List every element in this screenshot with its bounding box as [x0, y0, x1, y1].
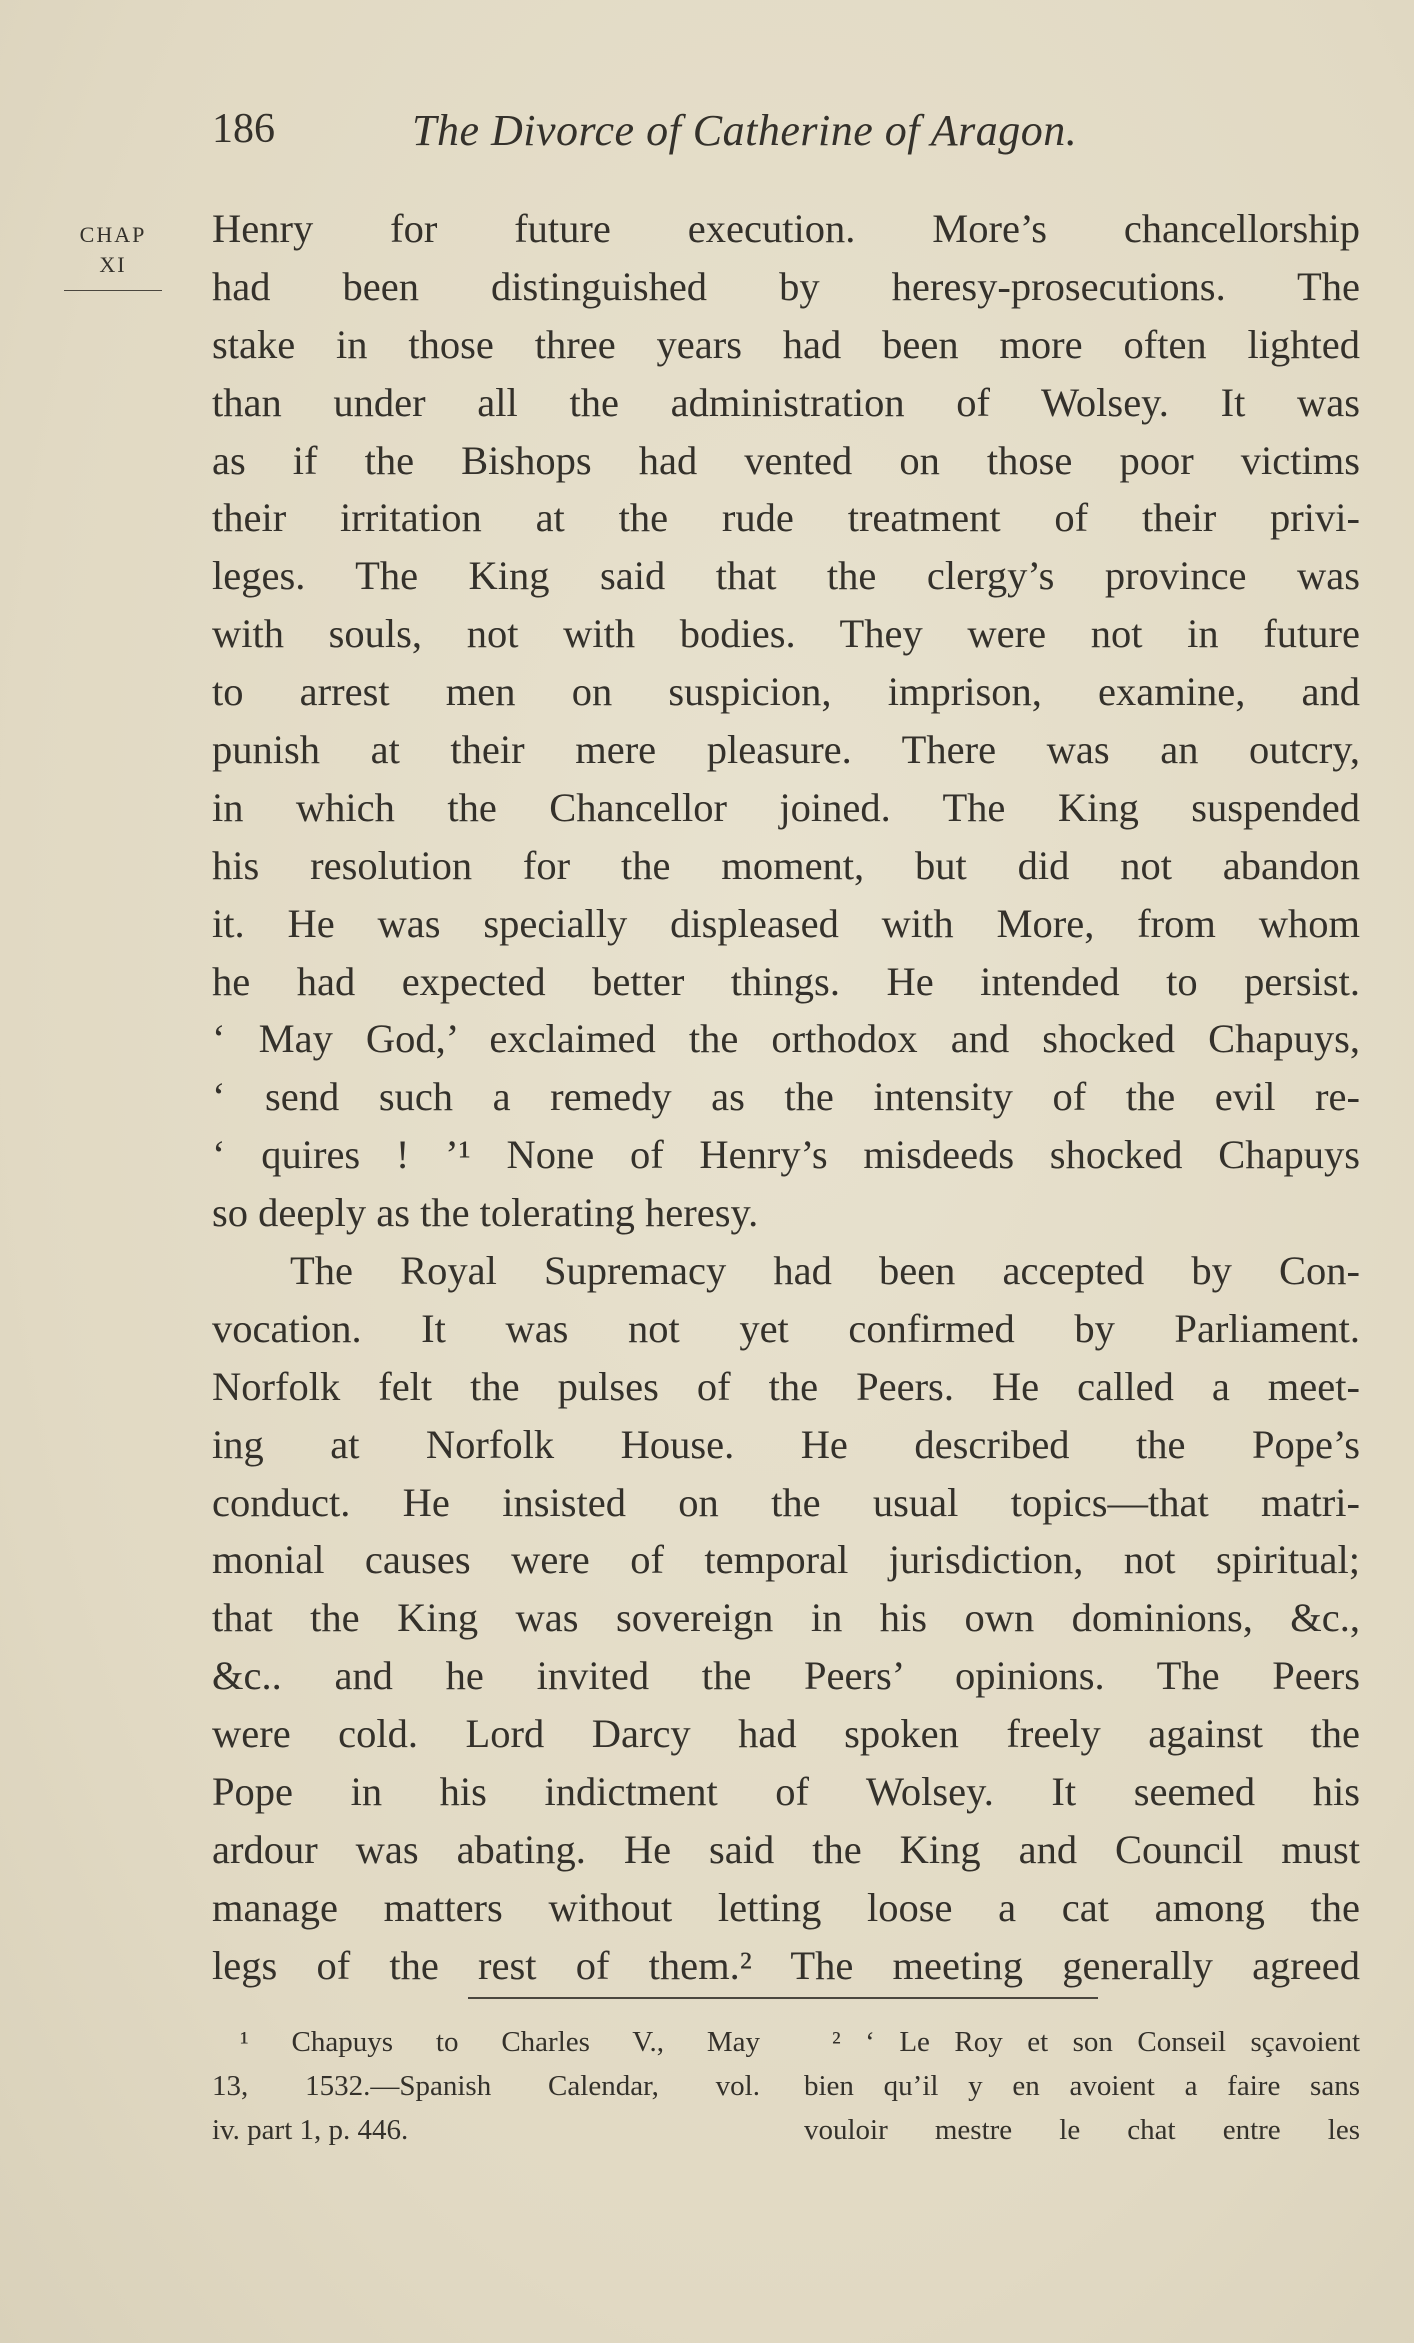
text-line: Pope in his indictment of Wolsey. It seemed his — [212, 1769, 1360, 1815]
text-line: with souls, not with bodies. They were not in future — [212, 611, 1360, 657]
footnote-line: bien qu’il y en avoient a faire sans — [804, 2070, 1360, 2102]
text-line: had been distinguished by heresy-prosecutions. The — [212, 263, 1360, 309]
text-line: manage matters without letting loose a cat among the — [212, 1884, 1360, 1930]
footnote-line: iv. part 1, p. 446. — [212, 2114, 409, 2146]
footnote-2 — [804, 2020, 1360, 2152]
chapter-rule-divider — [64, 290, 162, 291]
text-line: legs of the rest of them.² The meeting generally agreed — [212, 1942, 1360, 1988]
text-line: monial causes were of temporal jurisdiction, not spiritual; — [212, 1537, 1360, 1583]
text-line: ardour was abating. He said the King and Council must — [212, 1826, 1360, 1872]
footnote-divider — [468, 1997, 1098, 1999]
text-line: ‘ May God,’ exclaimed the orthodox and shocked Chapuys, — [212, 1016, 1360, 1062]
chapter-number: XI — [99, 252, 127, 277]
text-line: leges. The King said that the clergy’s province was — [212, 553, 1360, 599]
running-head — [212, 105, 1362, 165]
body-text — [212, 200, 1360, 1995]
text-line: it. He was specially displeased with More, from whom — [212, 900, 1360, 946]
running-title: The Divorce of Catherine of Aragon. — [412, 106, 1078, 155]
text-line: conduct. He insisted on the usual topics—that matri- — [212, 1479, 1360, 1525]
text-line: to arrest men on suspicion, imprison, examine, and — [212, 669, 1360, 715]
text-line: in which the Chancellor joined. The King suspended — [212, 784, 1360, 830]
footnote-line: ¹ Chapuys to Charles V., May — [240, 2026, 760, 2058]
footnote-line: vouloir mestre le chat entre les — [804, 2114, 1360, 2146]
text-line: &c.. and he invited the Peers’ opinions. The Peers — [212, 1653, 1360, 1699]
text-line: Henry for future execution. More’s chancellorship — [212, 206, 1360, 251]
text-line: as if the Bishops had vented on those poor victims — [212, 437, 1360, 483]
footnote-line: 13, 1532.—Spanish Calendar, vol. — [212, 2070, 760, 2102]
text-line: ing at Norfolk House. He described the Pope’s — [212, 1421, 1360, 1467]
text-line: his resolution for the moment, but did not abandon — [212, 842, 1360, 888]
footnote-1 — [212, 2020, 760, 2152]
text-line: Norfolk felt the pulses of the Peers. He called a meet- — [212, 1363, 1360, 1409]
chapter-marginal-note — [58, 222, 168, 291]
text-line: vocation. It was not yet confirmed by Parliament. — [212, 1305, 1360, 1351]
text-line: than under all the administration of Wolsey. It was — [212, 379, 1360, 425]
page-number: 186 — [212, 106, 275, 152]
text-line: ‘ send such a remedy as the intensity of the evil re- — [212, 1074, 1360, 1120]
paragraph-end-line: so deeply as the tolerating heresy. — [212, 1190, 759, 1236]
text-line: ‘ quires ! ’¹ None of Henry’s misdeeds shocked Chapuys — [212, 1132, 1360, 1178]
paragraph-start-line: The Royal Supremacy had been accepted by Con- — [290, 1248, 1360, 1294]
text-line: were cold. Lord Darcy had spoken freely against the — [212, 1711, 1360, 1757]
footnote-line: ² ‘ Le Roy et son Conseil sçavoient — [832, 2026, 1360, 2058]
footnotes — [212, 2020, 1362, 2180]
text-line: that the King was sovereign in his own dominions, &c., — [212, 1595, 1360, 1641]
text-line: stake in those three years had been more often lighted — [212, 321, 1360, 367]
text-line: punish at their mere pleasure. There was an outcry, — [212, 727, 1360, 773]
text-line: he had expected better things. He intended to persist. — [212, 958, 1360, 1004]
text-line: their irritation at the rude treatment of their privi- — [212, 495, 1360, 541]
chapter-label: CHAP — [79, 222, 147, 247]
